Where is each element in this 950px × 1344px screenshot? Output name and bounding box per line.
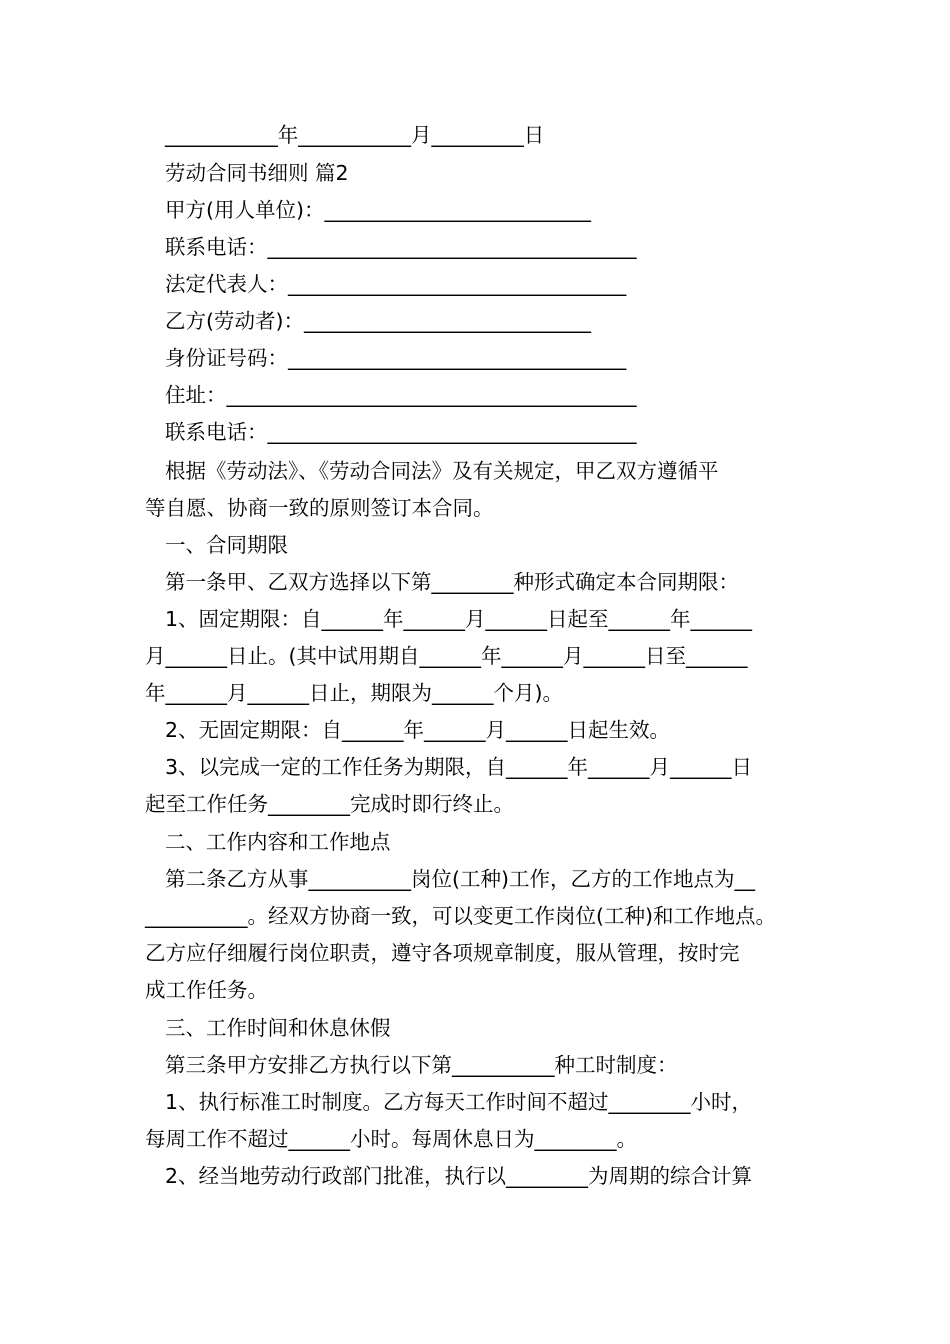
paragraph-line: 3、以完成一定的工作任务为期限，自______年______月______日 xyxy=(165,755,753,779)
heading-work: 二、工作内容和工作地点 xyxy=(165,830,391,854)
paragraph-line: __________。经双方协商一致，可以变更工作岗位(工种)和工作地点。 xyxy=(145,904,776,928)
date-line: ___________年___________月_________日 xyxy=(165,123,545,147)
paragraph-line: 年______月______日止，期限为______个月)。 xyxy=(145,681,563,705)
paragraph-line: 每周工作不超过______小时。每周休息日为________。 xyxy=(145,1127,637,1151)
section-title: 劳动合同书细则 篇2 xyxy=(165,161,349,185)
paragraph-line: 起至工作任务________完成时即行终止。 xyxy=(145,792,514,816)
paragraph-line: 成工作任务。 xyxy=(145,978,268,1002)
paragraph-line: 根据《劳动法》、《劳动合同法》及有关规定，甲乙双方遵循平 xyxy=(165,459,719,483)
paragraph-line: 1、执行标准工时制度。乙方每天工作时间不超过________小时， xyxy=(165,1090,753,1114)
paragraph-line: 2、经当地劳动行政部门批准，执行以________为周期的综合计算 xyxy=(165,1164,753,1188)
phone-field-b: 联系电话：____________________________________ xyxy=(165,420,637,444)
paragraph-line: 第二条乙方从事__________岗位(工种)工作，乙方的工作地点为__ xyxy=(165,867,755,891)
phone-field: 联系电话：____________________________________ xyxy=(165,235,637,259)
heading-hours: 三、工作时间和休息休假 xyxy=(165,1016,391,1040)
paragraph-line: 第一条甲、乙双方选择以下第________种形式确定本合同期限： xyxy=(165,570,739,594)
paragraph-line: 2、无固定期限：自______年______月______日起生效。 xyxy=(165,718,671,742)
heading-term: 一、合同期限 xyxy=(165,533,288,557)
party-b-field: 乙方(劳动者)：____________________________ xyxy=(165,309,591,333)
paragraph-line: 1、固定期限：自______年______月______日起至______年______ xyxy=(165,607,753,631)
paragraph-line: 乙方应仔细履行岗位职责，遵守各项规章制度，服从管理，按时完 xyxy=(145,941,740,965)
legal-rep-field: 法定代表人：_________________________________ xyxy=(165,272,627,296)
id-number-field: 身份证号码：_________________________________ xyxy=(165,346,627,370)
paragraph-line: 月______日止。(其中试用期自______年______月______日至______ xyxy=(145,644,748,668)
paragraph-line: 第三条甲方安排乙方执行以下第__________种工时制度： xyxy=(165,1053,678,1077)
paragraph-line: 等自愿、协商一致的原则签订本合同。 xyxy=(145,496,494,520)
party-a-field: 甲方(用人单位)：__________________________ xyxy=(165,198,591,222)
address-field: 住址：________________________________________ xyxy=(165,383,637,407)
